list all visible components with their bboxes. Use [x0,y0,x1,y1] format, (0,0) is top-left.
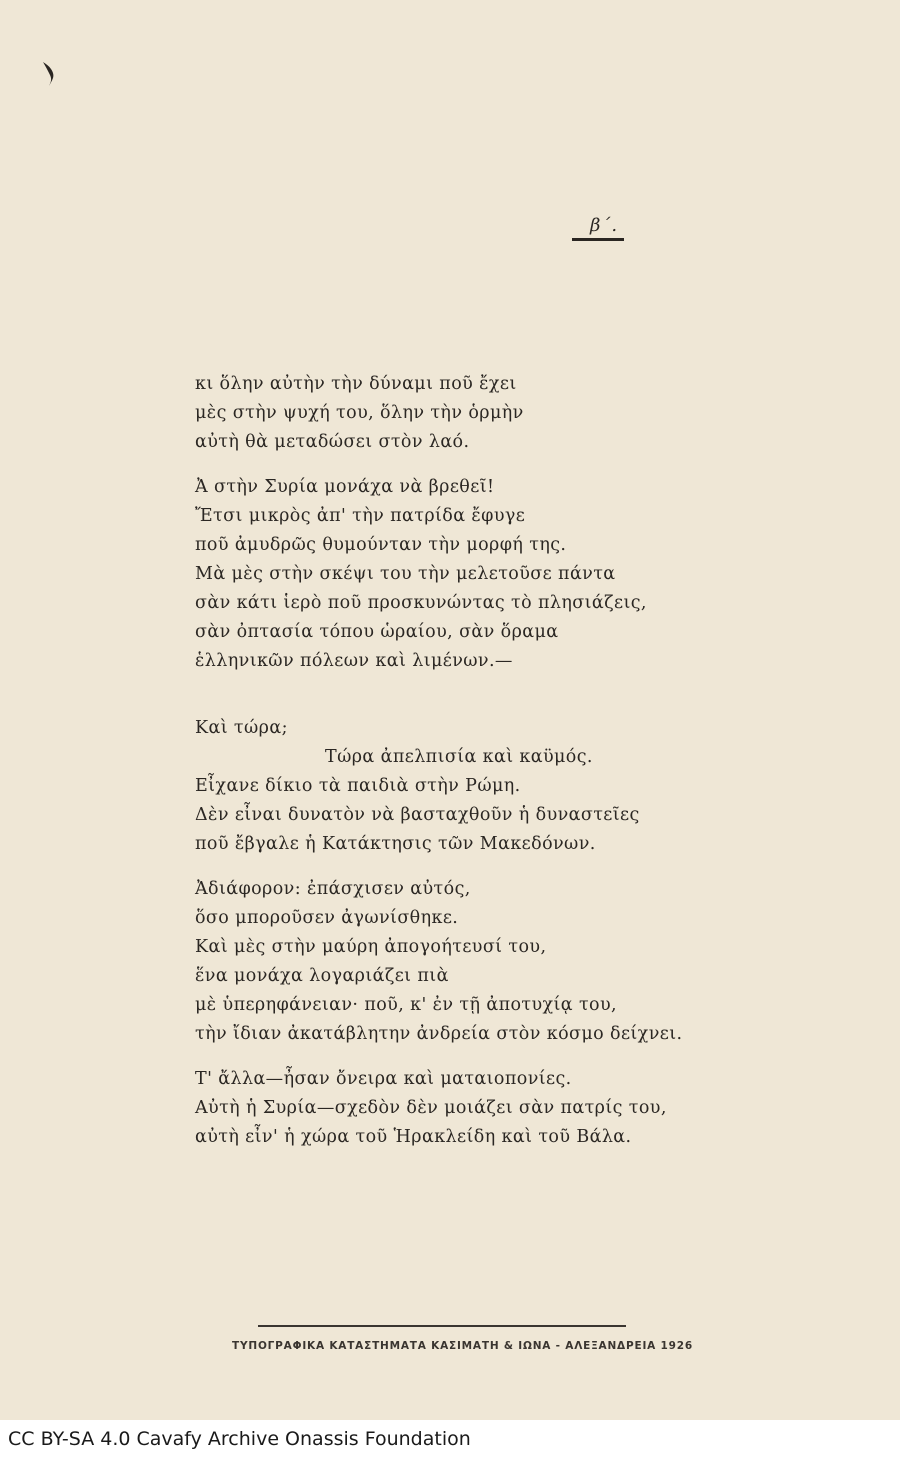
poem-line: τὴν ἴδιαν ἀκατάβλητην ἀνδρεία στὸν κόσμο δείχνει. [195,1024,683,1044]
printer-imprint: ΤΥΠΟΓΡΑΦΙΚΑ ΚΑΤΑΣΤΗΜΑΤΑ ΚΑΣΙΜΑΤΗ & ΙΩΝΑ - ΑΛΕΞΑΝΔΡΕΙΑ 1926 [232,1340,693,1352]
poem-line: ἑλληνικῶν πόλεων καὶ λιμένων.— [195,651,513,671]
section-underline [572,238,624,241]
poem-body [195,370,682,1168]
poem-line: Ἀ στὴν Συρία μονάχα νὰ βρεθεῖ! [195,477,495,497]
poem-line: αὐτὴ εἶν' ἡ χώρα τοῦ Ἡρακλείδη καὶ τοῦ Βάλα. [195,1127,632,1147]
poem-line: Καὶ μὲς στὴν μαύρη ἀπογοήτευσί του, [195,937,547,957]
stanza-3 [195,714,682,859]
poem-line: Ἔτσι μικρὸς ἀπ' τὴν πατρίδα ἔφυγε [195,506,526,526]
poem-line: σὰν κάτι ἱερὸ ποῦ προσκυνώντας τὸ πλησιάζεις, [195,593,647,613]
poem-line: ποῦ ἀμυδρῶς θυμούνταν τὴν μορφή της. [195,535,567,555]
poem-line: Τ' ἄλλα—ἦσαν ὄνειρα καὶ ματαιοπονίες. [195,1069,572,1089]
stanza-5 [195,1065,682,1152]
poem-line: Δὲν εἶναι δυνατὸν νὰ βασταχθοῦν ἡ δυναστεῖες [195,805,640,825]
poem-line: ὅσο μποροῦσεν ἀγωνίσθηκε. [195,908,459,928]
stanza-1 [195,370,682,457]
section-number: β΄. [590,215,619,236]
poem-line: κι ὅλην αὐτὴν τὴν δύναμι ποῦ ἔχει [195,374,517,394]
stanza-4 [195,875,682,1049]
poem-line: αὐτὴ θὰ μεταδώσει στὸν λαό. [195,432,470,452]
footer-divider [258,1325,626,1327]
ink-speck-icon [40,60,60,88]
poem-line: Καὶ τώρα; [195,718,288,738]
poem-line: ποῦ ἔβγαλε ἡ Κατάκτησις τῶν Μακεδόνων. [195,834,596,854]
poem-line: Μὰ μὲς στὴν σκέψι του τὴν μελετοῦσε πάντα [195,564,616,584]
poem-line: ἕνα μονάχα λογαριάζει πιὰ [195,966,449,986]
poem-line: μὲ ὑπερηφάνειαν· ποῦ, κ' ἐν τῇ ἀποτυχίᾳ του, [195,995,617,1015]
license-credit: CC BY-SA 4.0 Cavafy Archive Onassis Foundation [8,1428,471,1450]
poem-line: Τώρα ἀπελπισία καὶ καϋμός. [325,747,593,767]
poem-line: Αὐτὴ ἡ Συρία—σχεδὸν δὲν μοιάζει σὰν πατρίς του, [195,1098,667,1118]
stanza-2 [195,473,682,676]
poem-line: μὲς στὴν ψυχή του, ὅλην τὴν ὁρμὴν [195,403,524,423]
poem-line: Εἶχανε δίκιο τὰ παιδιὰ στὴν Ρώμη. [195,776,521,796]
poem-line: σὰν ὀπτασία τόπου ὡραίου, σὰν ὅραμα [195,622,559,642]
poem-line: Ἀδιάφορον: ἐπάσχισεν αὐτός, [195,879,471,899]
